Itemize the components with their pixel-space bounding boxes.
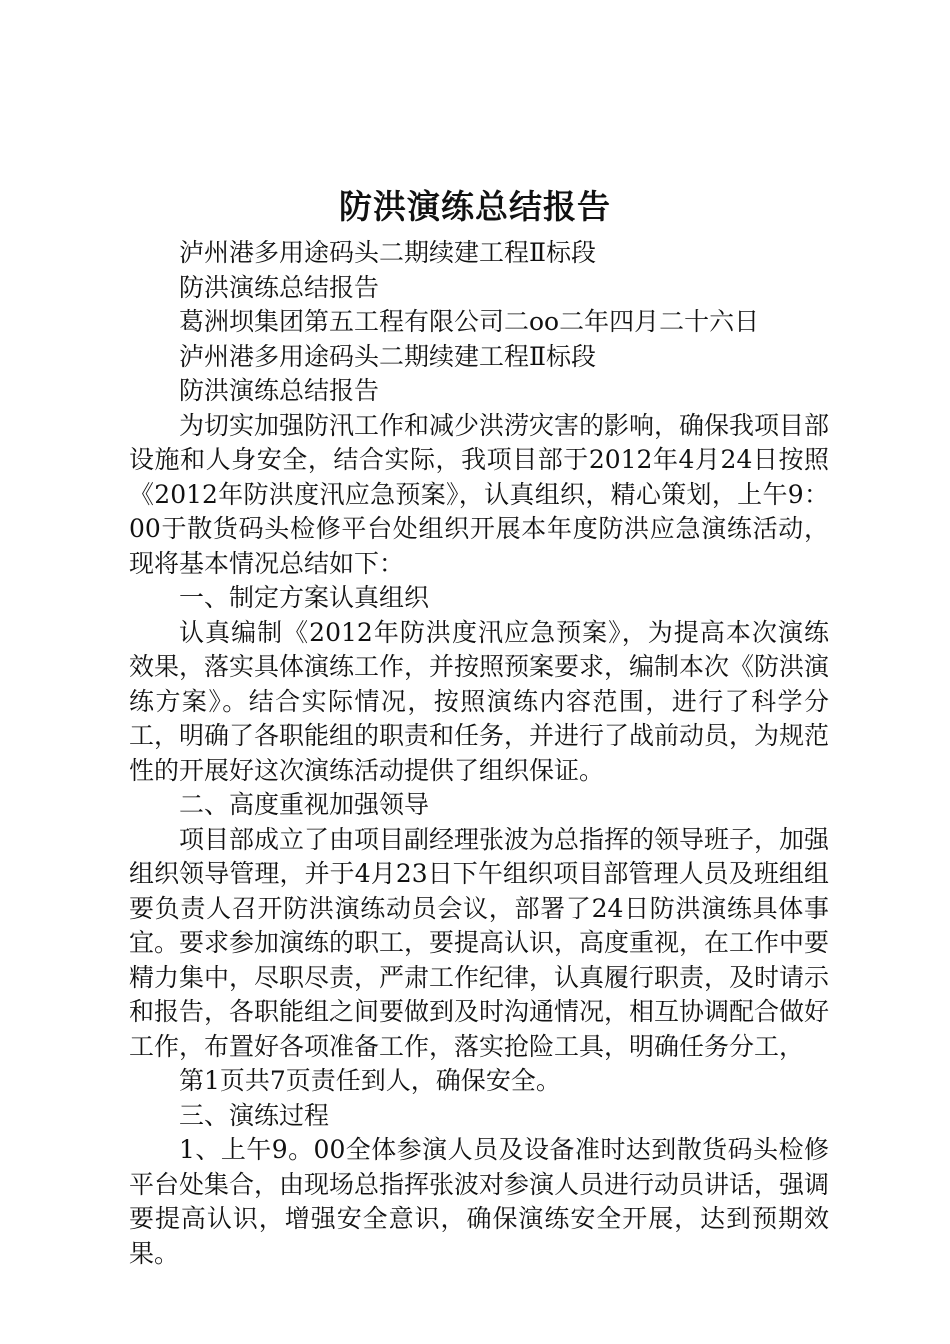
document-body bbox=[129, 236, 829, 1271]
project-name-line: 泸州港多用途码头二期续建工程Ⅱ标段 bbox=[179, 238, 596, 267]
section-heading-3: 三、演练过程 bbox=[179, 1100, 330, 1130]
company-date-line: 葛洲坝集团第五工程有限公司二oo二年四月二十六日 bbox=[179, 307, 760, 336]
page-footer-line: 第1页共7页责任到人，确保安全。 bbox=[179, 1066, 561, 1095]
section-1-paragraph: 认真编制《2012年防洪度汛应急预案》，为提高本次演练效果，落实具体演练工作，并按照预案要求，编制本次《防洪演练方案》。结合实际情况，按照演练内容范围，进行了科学分工，明确了各职能组的职责和任务，并进行了战前动员，为规范性的开展好这次演练活动提供了组织保证。 bbox=[129, 617, 830, 785]
section-heading-2: 二、高度重视加强领导 bbox=[179, 790, 430, 819]
report-name-line: 防洪演练总结报告 bbox=[179, 272, 380, 302]
document-title: 防洪演练总结报告 bbox=[339, 187, 611, 226]
section-heading-1: 一、制定方案认真组织 bbox=[179, 583, 430, 612]
project-name-line-repeat: 泸州港多用途码头二期续建工程Ⅱ标段 bbox=[179, 341, 596, 371]
report-name-line-repeat: 防洪演练总结报告 bbox=[179, 376, 380, 405]
section-2-paragraph: 项目部成立了由项目副经理张波为总指挥的领导班子，加强组织领导管理，并于4月23日下午组织项目部管理人员及班组组要负责人召开防洪演练动员会议，部署了24日防洪演练具体事宜。要求参加演练的职工，要提高认识，高度重视，在工作中要精力集中，尽职尽责，严肃工作纪律，认真履行职责，及时请示和报告，各职能组之间要做到及时沟通情况，相互协调配合做好工作，布置好各项准备工作，落实抢险工具，明确任务分工， bbox=[129, 824, 830, 1061]
intro-paragraph: 为切实加强防汛工作和减少洪涝灾害的影响，确保我项目部设施和人身安全，结合实际，我项目部于2012年4月24日按照《2012年防洪度汛应急预案》，认真组织，精心策划，上午9：00于散货码头检修平台处组织开展本年度防洪应急演练活动，现将基本情况总结如下： bbox=[129, 410, 830, 578]
section-3-item-1: 1、上午9。00全体参演人员及设备准时达到散货码头检修平台处集合，由现场总指挥张波对参演人员进行动员讲话，强调要提高认识，增强安全意识，确保演练安全开展，达到预期效果。 bbox=[129, 1135, 830, 1268]
